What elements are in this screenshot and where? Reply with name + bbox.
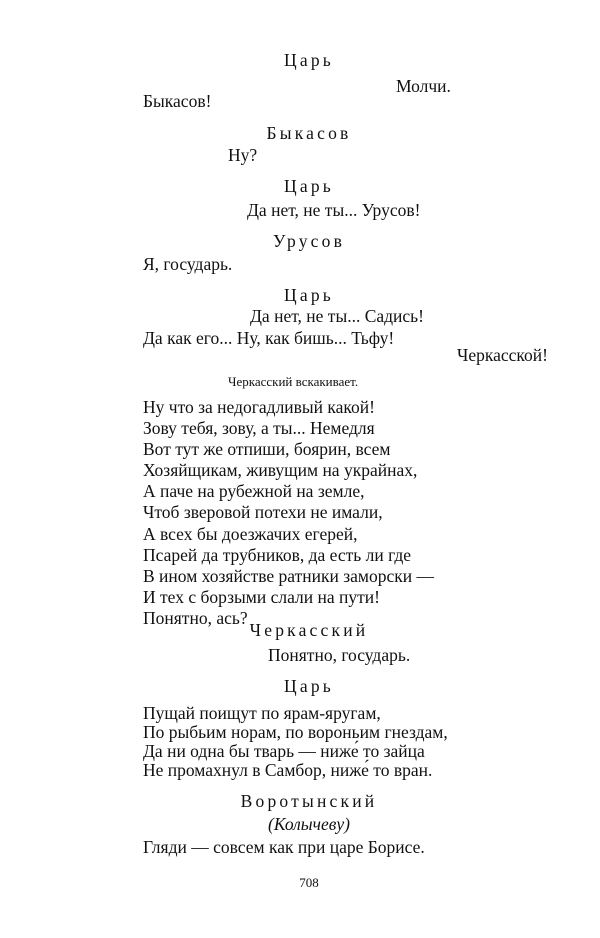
verse-line: Да нет, не ты... Урусов! [247, 200, 421, 220]
verse-line: Гляди — совсем как при царе Борисе. [143, 837, 425, 857]
verse-line: Понятно, ась? [143, 608, 248, 628]
verse-line: Да ни одна бы тварь — ниже́ то зайца [143, 741, 425, 761]
verse-line: Ну что за недогадливый какой! [143, 397, 375, 417]
verse-line: Хозяйщикам, живущим на украйнах, [143, 460, 418, 480]
verse-line: Черкасской! [457, 345, 548, 365]
verse-line: Я, государь. [143, 254, 233, 274]
verse-line: А паче на рубежной на земле, [143, 481, 365, 501]
speaker-name: Черкасский [249, 620, 369, 640]
speaker-name: Урусов [272, 231, 346, 251]
speaker-name: Царь [284, 176, 334, 196]
verse-line: Чтоб зверовой потехи не имали, [143, 502, 383, 522]
speaker-name: Царь [284, 285, 334, 305]
verse-line: По рыбьим норам, по вороньим гнездам, [143, 722, 448, 742]
verse-line: Ну? [228, 145, 258, 165]
verse-line: Да как его... Ну, как бишь... Тьфу! [143, 328, 395, 348]
verse-line: Да нет, не ты... Садись! [250, 306, 424, 326]
verse-line: В ином хозяйстве ратники заморски — [143, 566, 434, 586]
verse-line: Молчи. [396, 76, 451, 96]
verse-line: А всех бы доезжачих егерей, [143, 524, 358, 544]
page-number: 708 [299, 875, 319, 890]
verse-line: Псарей да трубников, да есть ли где [143, 545, 412, 565]
speaker-name: Быкасов [266, 123, 352, 143]
stage-direction: Черкасский вскакивает. [228, 374, 359, 389]
verse-line: И тех с борзыми слали на пути! [143, 587, 380, 607]
verse-line: Понятно, государь. [268, 645, 411, 665]
aside-direction: (Колычеву) [268, 814, 350, 834]
verse-line: Быкасов! [143, 91, 212, 111]
speaker-name: Царь [284, 50, 334, 70]
speaker-name: Царь [284, 676, 334, 696]
verse-line: Пущай поищут по ярам-яругам, [143, 703, 381, 723]
verse-line: Зову тебя, зову, а ты... Немедля [143, 418, 375, 438]
verse-line: Не промахнул в Самбор, ниже́ то вран. [143, 760, 433, 780]
speaker-name: Воротынский [240, 791, 378, 811]
verse-line: Вот тут же отпиши, боярин, всем [143, 439, 391, 459]
